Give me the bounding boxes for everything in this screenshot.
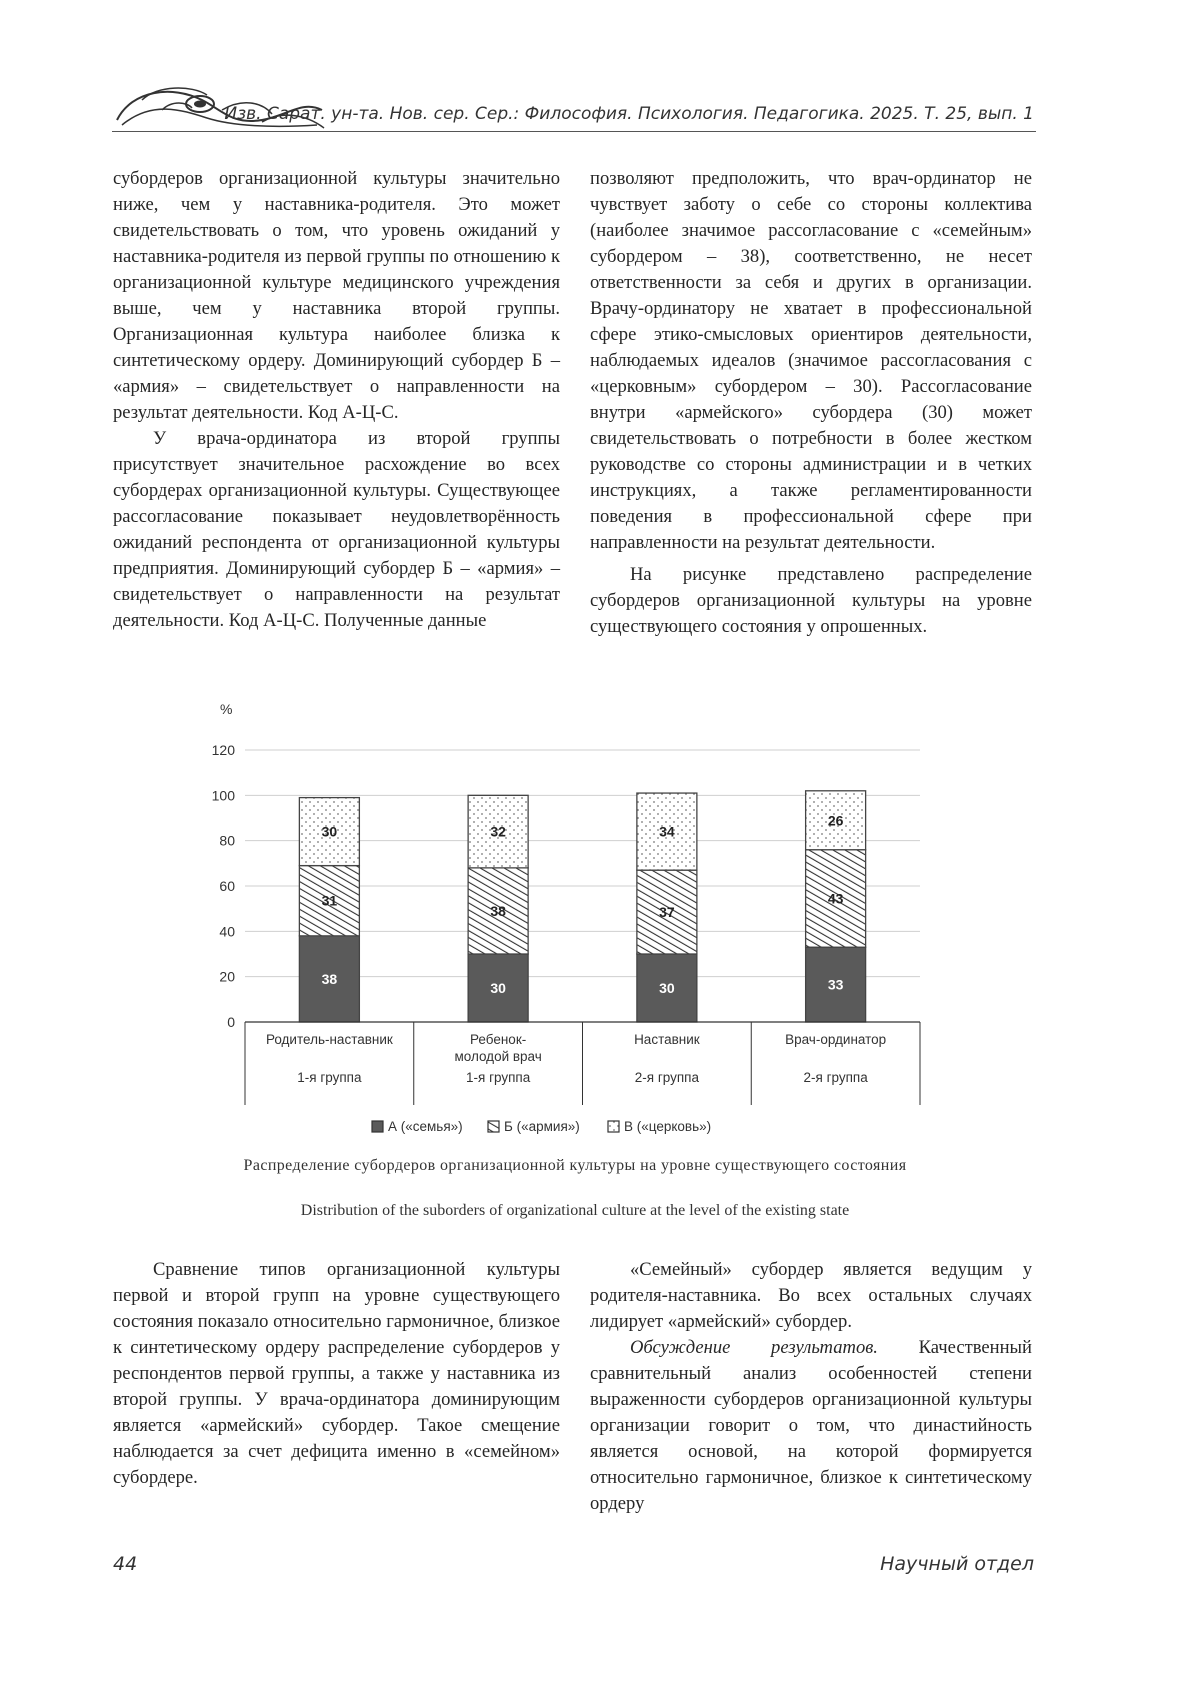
y-tick-label: 80 [219, 832, 235, 849]
y-tick-label: 0 [227, 1014, 235, 1030]
body-column-right-top [590, 166, 1032, 640]
body-column-left-bottom [113, 1257, 560, 1491]
legend-swatch [372, 1121, 383, 1132]
group-label: 1-я группа [466, 1070, 531, 1085]
section-run-in-heading: Обсуждение результатов. [630, 1337, 878, 1358]
data-label: 30 [490, 980, 506, 996]
x-tick-label: Врач-ординатор [785, 1032, 887, 1047]
data-label: 33 [827, 976, 844, 993]
legend-entry: Б («армия») [504, 1119, 580, 1134]
x-tick-label: молодой врач [454, 1049, 542, 1064]
y-tick-label: 40 [219, 923, 235, 940]
data-label: 30 [659, 980, 675, 996]
paragraph: позволяют предположить, что врач-ординатор не чувствует заботу о себе со стороны коллектива (наиболее значимое рассогласование с «семейным» субордером – 38), соответственно, не несет ответственности за себя и других в организации. Врачу-ординатору не хватает в профессиональной сфере этико-смысловых ориентиров деятельности, наблюдаемых идеалов (значимое рассогласования с «церковным» субордером – 30). Рассогласование внутри «армейского» субордера (30) может свидетельствовать о потребности в более жестком руководстве со стороны администрации и в четких инструкциях, а также регламентированности поведения в профессиональной сфере при направленности на результат деятельности. [590, 168, 1032, 553]
paragraph: Сравнение типов организационной культуры первой и второй групп на уровне существующего состояния показало относительно гармоничное, близкое к синтетическому ордеру распределение субордеров у респондентов первой группы, а также у наставника из второй группы. У врача-ординатора доминирующим является «армейский» субордер. Такое смещение наблюдается за счет дефицита именно в «семейном» субордере. [113, 1259, 560, 1488]
data-label: 43 [827, 890, 844, 907]
paragraph: У врача-ординатора из второй группы присутствует значительное расхождение во всех субордерах организационной культуры. Существующее рассогласование показывает неудовлетворённость ожиданий респондента от организационной культуры предприятия. Доминирующий субордер Б – «армия» – свидетельствует о направленности на результат деятельности. Код А-Ц-С. Полученные данные [113, 428, 560, 631]
chart-svg [200, 700, 930, 1140]
legend-entry: А («семья») [388, 1119, 463, 1134]
data-label: 38 [321, 970, 338, 987]
paragraph [590, 1335, 1032, 1517]
paragraph: субордеров организационной культуры значительно ниже, чем у наставника-родителя. Это может свидетельствовать о том, что уровень ожиданий у наставника-родителя из первой группы по отношению к организационной культуре медицинского учреждения выше, чем у наставника второй группы. Организационная культура наиболее близка к синтетическому ордеру. Доминирующий субордер Б – «армия» – свидетельствует о направленности на результат деятельности. Код А-Ц-С. [113, 168, 560, 423]
data-label: 37 [659, 904, 675, 921]
data-label: 38 [490, 902, 506, 919]
y-tick-label: 60 [219, 878, 235, 894]
page-number: 44 [113, 1553, 138, 1575]
figure-caption-en: Distribution of the suborders of organizational culture at the level of the existing state [300, 1202, 850, 1219]
y-tick-label: 100 [211, 787, 235, 804]
section-name: Научный отдел [880, 1553, 1034, 1575]
body-column-right-bottom [590, 1257, 1032, 1517]
y-tick-label: 120 [211, 742, 235, 758]
data-label: 32 [490, 823, 506, 840]
paragraph-text: Качественный сравнительный анализ особенностей степени выраженности субордеров организационной культуры организации говорит о том, что династийность является основой, на которой формируется относительно гармоничное, близкое к синтетическому ордеру [590, 1337, 1032, 1514]
legend-swatch [488, 1121, 499, 1132]
group-label: 2-я группа [803, 1070, 868, 1085]
group-label: 1-я группа [297, 1070, 362, 1085]
x-tick-label: Ребенок- [470, 1032, 527, 1047]
data-label: 30 [321, 823, 338, 840]
data-label: 26 [827, 812, 844, 829]
legend-entry: В («церковь») [624, 1119, 712, 1134]
paragraph: На рисунке представлено распределение субордеров организационной культуры на уровне существующего состояния у опрошенных. [590, 564, 1032, 637]
group-label: 2-я группа [634, 1070, 699, 1085]
body-column-left-top [113, 166, 560, 634]
y-tick-label: 20 [219, 968, 235, 985]
x-tick-label: Наставник [634, 1032, 700, 1047]
paragraph: «Семейный» субордер является ведущим у родителя-наставника. Во всех остальных случаях лидирует «армейский» субордер. [590, 1259, 1032, 1332]
journal-running-header: Изв. Сарат. ун-та. Нов. сер. Сер.: Философия. Психология. Педагогика. 2025. Т. 25, вып. 1 [224, 104, 1034, 124]
x-tick-label: Родитель-наставник [265, 1032, 393, 1047]
figure-caption-ru: Распределение субордеров организационной культуры на уровне существующего состояния [243, 1157, 907, 1174]
header-rule [112, 131, 1036, 132]
data-label: 31 [321, 892, 338, 909]
stacked-bar-chart [200, 700, 930, 1140]
y-axis-label: % [220, 701, 233, 717]
data-label: 34 [659, 823, 675, 840]
legend-swatch [608, 1121, 619, 1132]
